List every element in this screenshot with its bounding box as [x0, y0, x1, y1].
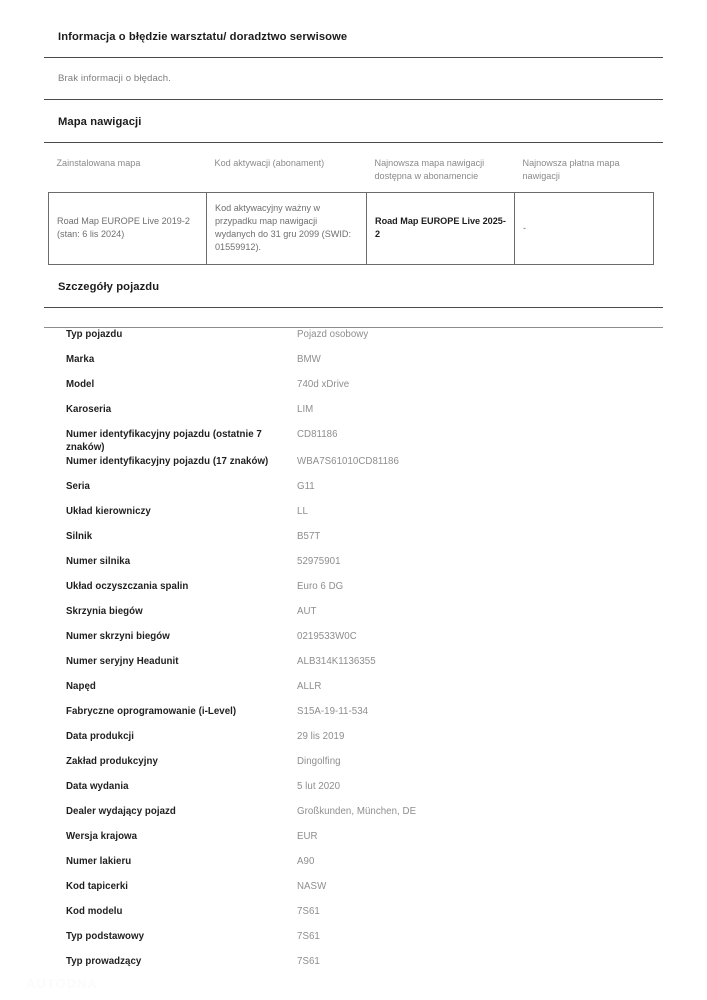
detail-label: Model: [66, 378, 95, 390]
detail-label: Numer lakieru: [66, 856, 132, 868]
detail-value: ALLR: [297, 681, 322, 693]
detail-value: LL: [297, 506, 308, 518]
detail-value: Großkunden, München, DE: [297, 806, 417, 818]
detail-row: [0, 328, 663, 353]
detail-row: [0, 880, 663, 905]
detail-label: Data produkcji: [66, 731, 134, 743]
detail-label: Seria: [66, 481, 90, 493]
detail-row: [0, 730, 663, 755]
detail-label: Dealer wydający pojazd: [66, 806, 176, 818]
detail-value: Euro 6 DG: [297, 581, 344, 593]
detail-label: Numer silnika: [66, 556, 131, 568]
detail-label: Numer skrzyni biegów: [66, 631, 170, 643]
detail-label: Silnik: [66, 531, 93, 543]
detail-row: [0, 680, 663, 705]
detail-value: B57T: [297, 531, 321, 543]
detail-label: Wersja krajowa: [66, 831, 138, 843]
detail-row: [0, 755, 663, 780]
nav-map-table-wrapper: [0, 143, 707, 265]
nav-map-table: [48, 157, 654, 265]
cell-installed-map: Road Map EUROPE Live 2019-2 (stan: 6 lis 2024): [49, 192, 207, 264]
detail-row: [0, 855, 663, 880]
detail-row: [0, 555, 663, 580]
detail-value: AUT: [297, 606, 317, 618]
vehicle-details-heading: Szczegóły pojazdu: [58, 280, 160, 293]
detail-value: NASW: [297, 881, 327, 893]
cell-activation-code: Kod aktywacyjny ważny w przypadku map nawigacji wydanych do 31 gru 2099 (SWID: 01559912).: [207, 192, 367, 264]
detail-value: LIM: [297, 403, 314, 415]
detail-label: Układ oczyszczania spalin: [66, 581, 189, 593]
detail-label: Kod tapicerki: [66, 881, 129, 893]
detail-label: Marka: [66, 353, 95, 365]
detail-row: [0, 530, 663, 555]
detail-label: Zakład produkcyjny: [66, 756, 158, 768]
detail-label: Kod modelu: [66, 906, 123, 918]
detail-row: [0, 455, 663, 480]
detail-row: [0, 805, 663, 830]
detail-label: Fabryczne oprogramowanie (i-Level): [66, 706, 237, 718]
detail-value: 7S61: [297, 956, 320, 968]
detail-row: [0, 655, 663, 680]
detail-row: [0, 505, 663, 530]
detail-value: BMW: [297, 353, 321, 365]
column-header-activation-code: Kod aktywacji (abonament): [214, 158, 325, 168]
detail-row: [0, 428, 663, 456]
cell-latest-subscription-map: Road Map EUROPE Live 2025-2: [367, 192, 515, 264]
detail-label: Data wydania: [66, 781, 129, 793]
detail-row: [0, 353, 663, 378]
nav-map-table-header-row: [49, 157, 654, 192]
detail-row: [0, 630, 663, 655]
fault-info-heading: Informacja o błędzie warsztatu/ doradztwo serwisowe: [58, 31, 348, 43]
detail-row: [0, 930, 663, 955]
detail-label: Numer identyfikacyjny pojazdu (ostatnie 7 znaków): [66, 428, 262, 454]
detail-value: EUR: [297, 831, 318, 843]
detail-row: [0, 403, 663, 428]
nav-map-table-row: [49, 192, 654, 264]
detail-value: 29 lis 2019: [297, 731, 345, 743]
cell-latest-paid-map: -: [515, 192, 654, 264]
detail-value: 52975901: [297, 556, 341, 568]
detail-label: Typ pojazdu: [66, 328, 123, 340]
column-header-latest-paid-map: Najnowsza płatna mapa nawigacji: [522, 158, 620, 181]
detail-row: [0, 705, 663, 730]
column-header-installed-map: Zainstalowana mapa: [56, 158, 141, 168]
detail-label: Karoseria: [66, 403, 112, 415]
detail-value: Pojazd osobowy: [297, 328, 369, 340]
detail-row: [0, 605, 663, 630]
detail-value: 7S61: [297, 931, 320, 943]
detail-row: [0, 830, 663, 855]
detail-label: Typ prowadzący: [66, 956, 142, 968]
detail-row: [0, 378, 663, 403]
detail-value: A90: [297, 856, 315, 868]
detail-value: 740d xDrive: [297, 378, 350, 390]
detail-row: [0, 580, 663, 605]
detail-value: 0219533W0C: [297, 631, 357, 643]
nav-map-heading: Mapa nawigacji: [58, 116, 142, 128]
detail-label: Numer seryjny Headunit: [66, 656, 179, 668]
watermark: AUTODNA: [26, 976, 98, 991]
fault-info-note: Brak informacji o błędach.: [58, 73, 171, 84]
detail-value: CD81186: [297, 428, 338, 440]
detail-label: Skrzynia biegów: [66, 606, 143, 618]
detail-value: 7S61: [297, 906, 320, 918]
divider-after-vehicle-details-heading: [44, 307, 663, 308]
detail-value: ALB314K1136355: [297, 656, 376, 668]
column-header-latest-subscription-map: Najnowsza mapa nawigacji dostępna w abonamencie: [374, 158, 485, 181]
detail-value: S15A-19-11-534: [297, 706, 369, 718]
detail-value: G11: [297, 481, 315, 493]
detail-row: [0, 780, 663, 805]
detail-label: Numer identyfikacyjny pojazdu (17 znaków): [66, 456, 269, 468]
detail-row: [0, 905, 663, 930]
detail-row: [0, 955, 663, 980]
vehicle-details-list: [0, 328, 707, 981]
detail-value: 5 lut 2020: [297, 781, 341, 793]
detail-label: Układ kierowniczy: [66, 506, 151, 518]
detail-label: Typ podstawowy: [66, 931, 145, 943]
detail-row: [0, 480, 663, 505]
detail-label: Napęd: [66, 681, 96, 693]
detail-value: WBA7S61010CD81186: [297, 456, 399, 468]
detail-value: Dingolfing: [297, 756, 341, 768]
